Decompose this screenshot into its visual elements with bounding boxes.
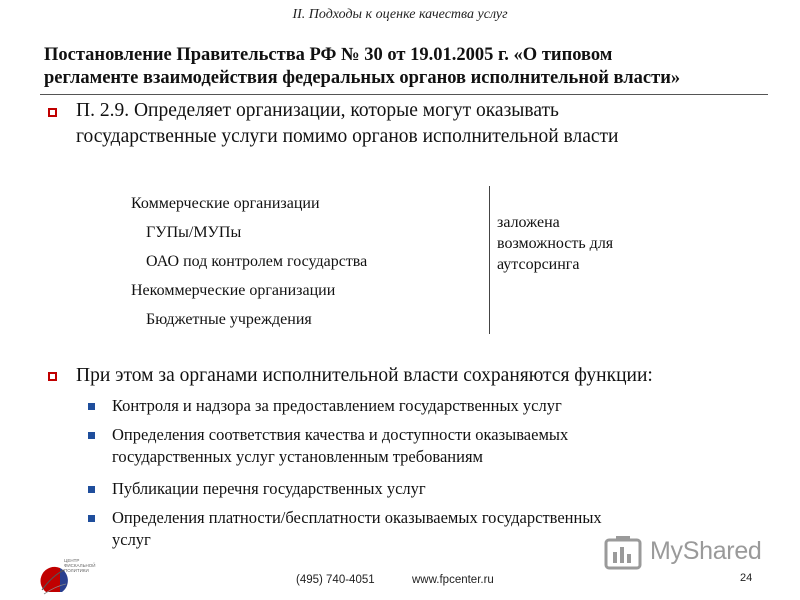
filled-square-bullet-icon xyxy=(88,403,95,410)
function-item-line-1: Определения платности/бесплатности оказываемых государственных xyxy=(112,508,602,527)
section-title: II. Подходы к оценке качества услуг xyxy=(292,7,508,22)
outsourcing-note xyxy=(497,212,677,275)
org-state-controlled-jsc: ОАО под контролем государства xyxy=(146,253,368,270)
point-1-line-2: государственные услуги помимо органов исполнительной власти xyxy=(76,126,619,147)
point-2-text: При этом за органами исполнительной власти сохраняются функции: xyxy=(76,365,653,386)
function-item-line-2: государственных услуг установленным требованиям xyxy=(112,447,483,466)
vertical-divider xyxy=(489,186,490,334)
slide-title xyxy=(44,44,764,90)
outsourcing-note-line-3: аутсорсинга xyxy=(497,256,580,273)
org-budget-institutions: Бюджетные учреждения xyxy=(146,311,312,328)
slide-title-line-2: регламенте взаимодействия федеральных органов исполнительной власти» xyxy=(44,68,681,88)
page-number: 24 xyxy=(740,572,753,584)
outsourcing-note-line-2: возможность для xyxy=(497,235,614,252)
function-item-line-1: Публикации перечня государственных услуг xyxy=(112,479,426,498)
filled-square-bullet-icon xyxy=(88,432,95,439)
function-item-publication xyxy=(112,478,742,500)
point-1-line-1: П. 2.9. Определяет организации, которые могут оказывать xyxy=(76,100,559,121)
filled-square-bullet-icon xyxy=(88,486,95,493)
point-1-text xyxy=(76,98,776,150)
filled-square-bullet-icon xyxy=(88,515,95,522)
hollow-square-bullet-icon xyxy=(48,372,57,381)
function-item-control xyxy=(112,395,742,417)
org-non-commercial: Некоммерческие организации xyxy=(131,282,336,299)
org-commercial: Коммерческие организации xyxy=(131,195,320,212)
function-item-line-1: Определения соответствия качества и доступности оказываемых xyxy=(112,425,569,444)
function-item-compliance xyxy=(112,424,742,468)
hollow-square-bullet-icon xyxy=(48,108,57,117)
org-gup-mup: ГУПы/МУПы xyxy=(146,224,242,241)
slide-title-line-1: Постановление Правительства РФ № 30 от 19.01.2005 г. «О типовом xyxy=(44,45,613,65)
outsourcing-note-line-1: заложена xyxy=(497,214,560,231)
title-divider xyxy=(40,94,768,95)
logo-caption: ЦЕНТР ФИСКАЛЬНОЙ ПОЛИТИКИ xyxy=(64,558,96,573)
function-item-line-1: Контроля и надзора за предоставлением государственных услуг xyxy=(112,396,562,415)
watermark-text: MyShared xyxy=(650,537,762,565)
footer-website[interactable]: www.fpcenter.ru xyxy=(412,574,494,586)
function-item-line-2: услуг xyxy=(112,530,151,549)
footer-phone: (495) 740-4051 xyxy=(296,574,375,586)
